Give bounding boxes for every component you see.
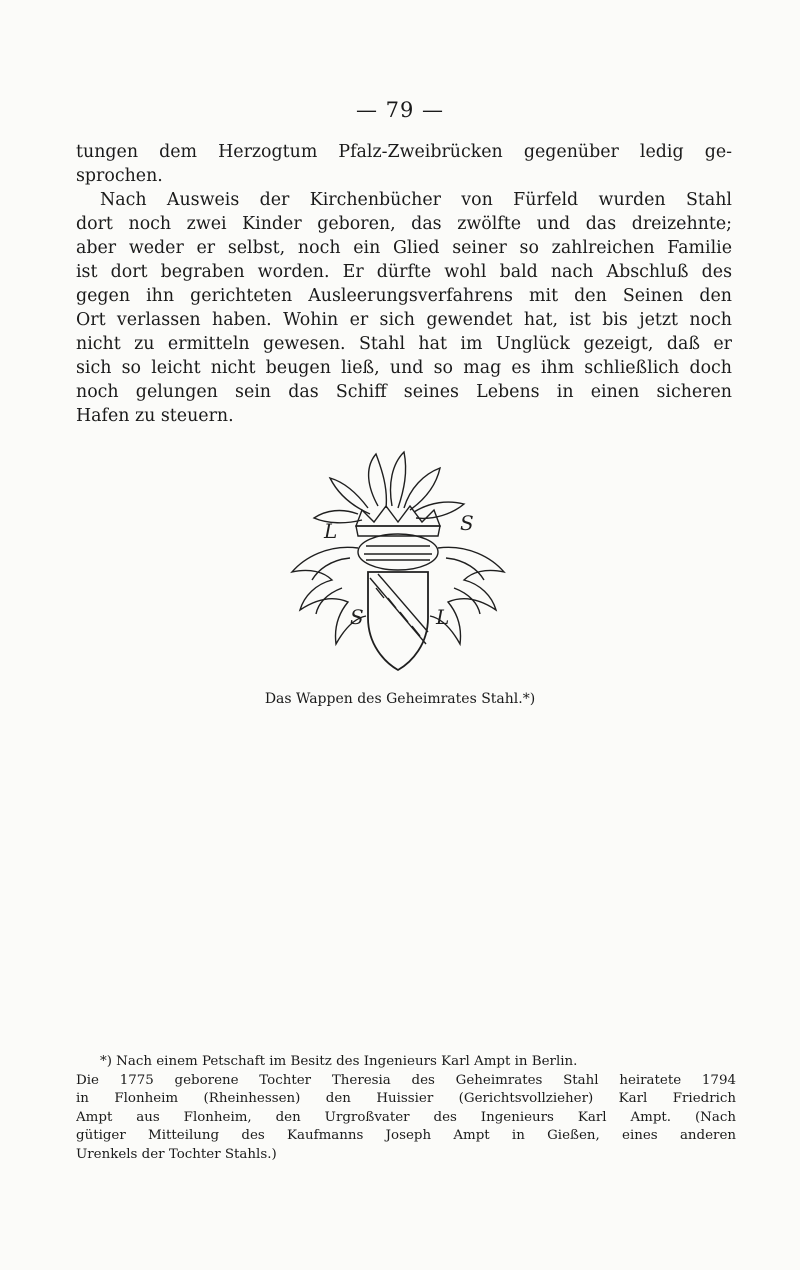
body-text [76,140,732,428]
footnote-line: in Flonheim (Rheinhessen) den Huissier (Gerichtsvollzieher) Karl Friedrich [76,1091,736,1107]
body-line: noch gelungen sein das Schiff seines Lebens in einen sicheren [76,382,732,402]
coat-of-arms-icon [258,448,542,680]
footnote-line: gütiger Mitteilung des Kaufmanns Joseph Ampt in Gießen, eines anderen [76,1128,736,1144]
footnote-line: Urenkels der Tochter Stahls.) [76,1146,277,1162]
page-number: — 79 — [355,98,445,122]
body-line: tungen dem Herzogtum Pfalz-Zweibrücken gegenüber ledig ge- [76,142,732,162]
monogram-left-bottom: S [350,605,364,629]
body-line: Nach Ausweis der Kirchenbücher von Fürfeld wurden Stahl [100,190,732,210]
body-line: sich so leicht nicht beugen ließ, und so mag es ihm schließlich doch [76,358,732,378]
body-line: gegen ihn gerichteten Ausleerungsverfahrens mit den Seinen den [76,286,732,306]
monogram-left-top: L [324,519,338,543]
body-line: ist dort begraben worden. Er dürfte wohl bald nach Abschluß des [76,262,732,282]
body-line: sprochen. [76,166,163,186]
body-line: nicht zu ermitteln gewesen. Stahl hat im Unglück gezeigt, daß er [76,334,732,354]
monogram-right-bottom: L [436,605,450,629]
body-line: Hafen zu steuern. [76,406,234,426]
body-line: dort noch zwei Kinder geboren, das zwölfte und das dreizehnte; [76,214,732,234]
coat-of-arms-figure [258,448,542,680]
monogram-right-top: S [460,511,474,535]
figure-caption: Das Wappen des Geheimrates Stahl.*) [264,691,536,707]
footnote [76,1053,736,1165]
body-line: Ort verlassen haben. Wohin er sich gewendet hat, ist bis jetzt noch [76,310,732,330]
body-line: aber weder er selbst, noch ein Glied seiner so zahlreichen Familie [76,238,732,258]
footnote-line: *) Nach einem Petschaft im Besitz des Ingenieurs Karl Ampt in Berlin. [100,1054,578,1069]
footnote-line: Die 1775 geborene Tochter Theresia des Geheimrates Stahl heiratete 1794 [76,1072,736,1088]
footnote-line: Ampt aus Flonheim, den Urgroßvater des Ingenieurs Karl Ampt. (Nach [76,1109,736,1125]
